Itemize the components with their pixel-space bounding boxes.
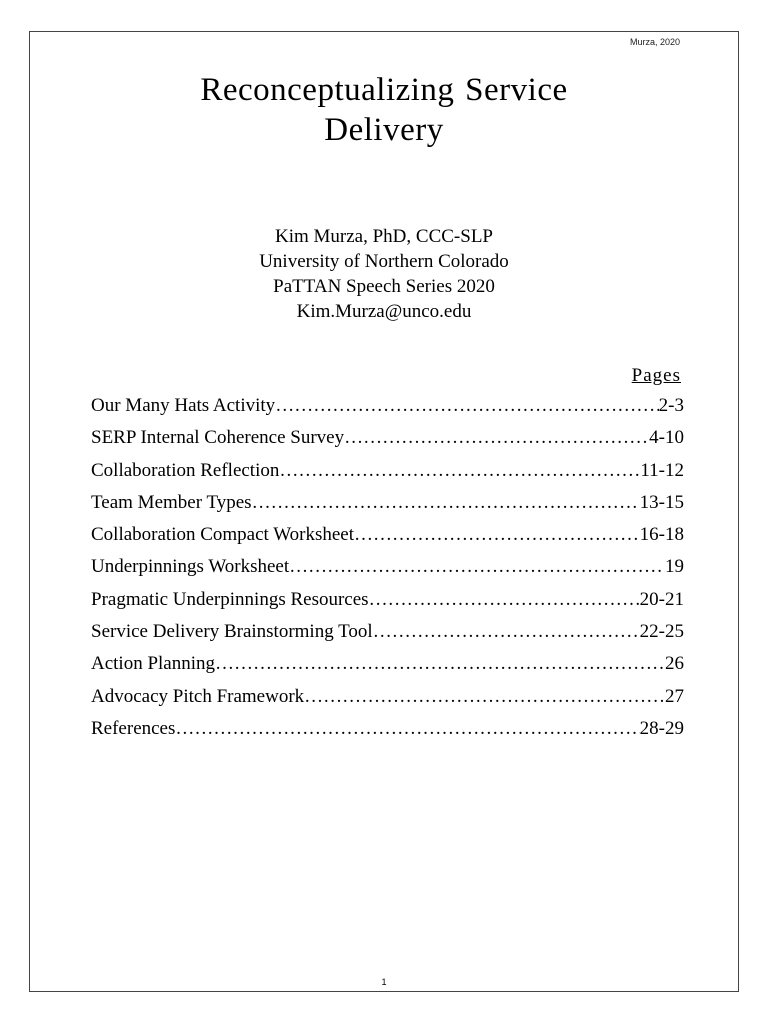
author-name: Kim Murza, PhD, CCC-SLP <box>275 226 493 247</box>
toc-item-pages: 2-3 <box>658 395 684 416</box>
toc-item <box>91 686 684 718</box>
toc-item-pages: 19 <box>665 556 684 578</box>
toc-item-pages: 4-10 <box>649 427 684 449</box>
toc-item-pages: 11-12 <box>640 459 684 481</box>
toc-item <box>91 524 684 556</box>
page-number: 1 <box>381 977 387 987</box>
toc-item-label: Action Planning <box>91 653 216 675</box>
toc-item <box>91 718 684 750</box>
toc-leader-dots <box>373 621 640 643</box>
toc-item <box>91 427 684 459</box>
toc-leader-dots <box>279 460 640 482</box>
toc-item-pages: 28-29 <box>639 717 684 739</box>
toc-leader-dots <box>344 427 649 449</box>
author-series: PaTTAN Speech Series 2020 <box>273 276 495 297</box>
author-email: Kim.Murza@unco.edu <box>296 301 472 322</box>
toc-item <box>91 492 684 524</box>
toc-item-pages: 22-25 <box>639 621 684 643</box>
toc-item <box>91 556 684 588</box>
toc-leader-dots <box>215 653 665 675</box>
toc-item <box>91 395 684 427</box>
toc-item-label: Team Member Types <box>91 491 252 513</box>
toc-item-label: Our Many Hats Activity <box>91 395 276 416</box>
toc-item-label: Advocacy Pitch Framework <box>91 685 305 707</box>
toc-item-label: Pragmatic Underpinnings Resources <box>91 588 369 610</box>
toc-item-label: Service Delivery Brainstorming Tool <box>91 621 373 643</box>
toc-leader-dots <box>175 718 639 740</box>
toc-item-label: SERP Internal Coherence Survey <box>91 427 345 449</box>
toc-item-pages: 27 <box>665 685 684 707</box>
table-of-contents <box>91 395 684 750</box>
toc-leader-dots <box>275 395 658 417</box>
title-line-2: Delivery <box>324 112 444 148</box>
toc-item-label: Collaboration Reflection <box>91 459 280 481</box>
toc-item-pages: 13-15 <box>639 491 684 513</box>
toc-item-pages: 26 <box>665 653 684 675</box>
toc-leader-dots <box>252 492 640 514</box>
toc-item-label: Underpinnings Worksheet <box>91 556 290 578</box>
author-affiliation: University of Northern Colorado <box>259 251 509 272</box>
toc-leader-dots <box>369 589 640 611</box>
toc-item <box>91 653 684 685</box>
toc-pages-heading: Pages <box>631 365 681 386</box>
toc-item-pages: 20-21 <box>639 588 684 610</box>
toc-item <box>91 460 684 492</box>
document-title <box>30 70 738 150</box>
header-note: Murza, 2020 <box>629 37 680 47</box>
toc-item-pages: 16-18 <box>639 524 684 546</box>
toc-item-label: Collaboration Compact Worksheet <box>91 524 355 546</box>
toc-leader-dots <box>304 686 665 708</box>
toc-leader-dots <box>354 524 640 546</box>
toc-leader-dots <box>289 556 665 578</box>
toc-item-label: References <box>91 717 176 739</box>
toc-item <box>91 589 684 621</box>
title-line-1: Reconceptualizing Service <box>200 72 568 108</box>
toc-item <box>91 621 684 653</box>
document-page <box>29 31 739 992</box>
author-block <box>30 224 738 324</box>
